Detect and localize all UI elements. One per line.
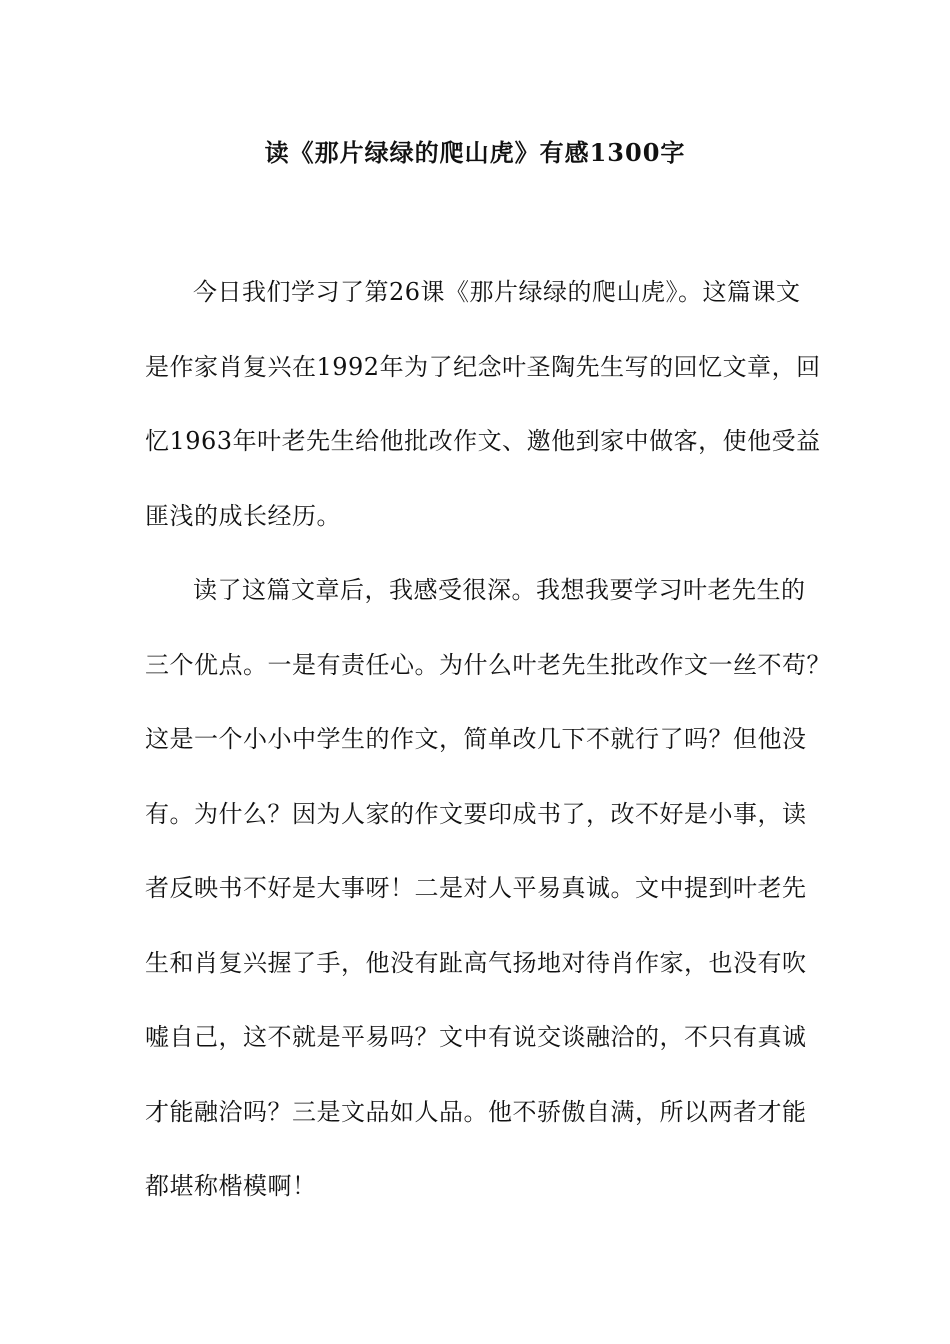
document-title: 读《那片绿绿的爬山虎》有感1300字 [264,138,686,167]
paragraph-2-line-4: 有。为什么？因为人家的作文要印成书了，改不好是小事，读 [145,799,807,828]
paragraph-1-line-1: 今日我们学习了第26课《那片绿绿的爬山虎》。这篇课文 [193,278,801,306]
paragraph-2-line-5: 者反映书不好是大事呀！二是对人平易真诚。文中提到叶老先 [145,874,807,902]
paragraph-1-line-4: 匪浅的成长经历。 [145,501,341,530]
document-body [145,255,831,1224]
paragraph-2-line-3: 这是一个小小中学生的作文，简单改几下不就行了吗？但他没 [145,725,807,753]
paragraph-2-line-6: 生和肖复兴握了手，他没有趾高气扬地对待肖作家，也没有吹 [145,948,807,977]
paragraph-2-line-7: 嘘自己，这不就是平易吗？文中有说交谈融洽的，不只有真诚 [145,1023,807,1051]
paragraph-2-line-1: 读了这篇文章后，我感受很深。我想我要学习叶老先生的 [193,576,806,604]
paragraph-1-line-3: 忆1963年叶老先生给他批改作文、邀他到家中做客，使他受益 [145,427,821,455]
paragraph-2-line-8: 才能融洽吗？三是文品如人品。他不骄傲自满，所以两者才能 [145,1097,807,1126]
paragraph-2-line-9: 都堪称楷模啊！ [145,1172,317,1200]
paragraph-1-line-2: 是作家肖复兴在1992年为了纪念叶圣陶先生写的回忆文章，回 [145,352,821,381]
paragraph-2-line-2: 三个优点。一是有责任心。为什么叶老先生批改作文一丝不苟？ [145,650,831,679]
